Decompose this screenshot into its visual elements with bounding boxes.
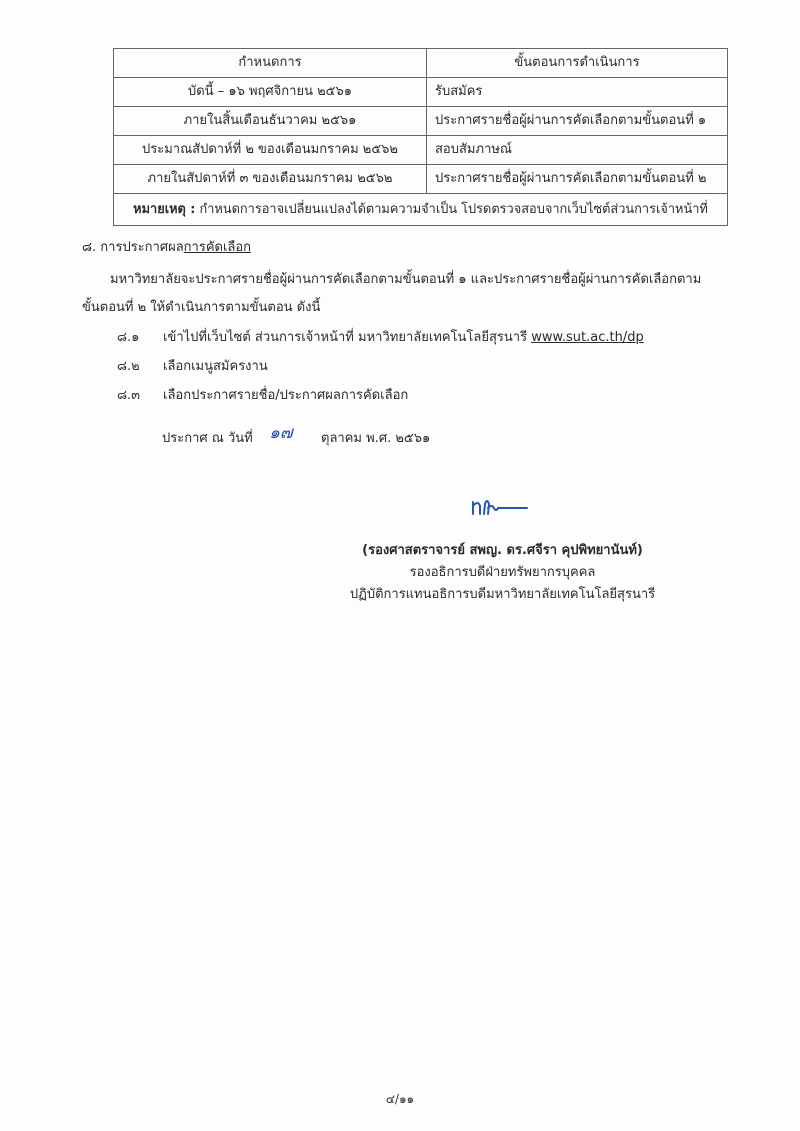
signer-title-acting: ปฏิบัติการแทนอธิการบดีมหาวิทยาลัยเทคโนโลยีสุรนารี	[349, 587, 656, 602]
website-link[interactable]: www.sut.ac.th/dp	[531, 330, 644, 345]
step-item	[117, 385, 408, 407]
row-step: ประกาศรายชื่อผู้ผ่านการคัดเลือกตามขั้นตอนที่ ๑	[427, 107, 728, 136]
signer-name: (รองศาสตราจารย์ สพญ. ดร.ศจีรา คุปพิทยานันท์)	[362, 543, 643, 558]
step-text: เข้าไปที่เว็บไซต์ ส่วนการเจ้าหน้าที่ มหาวิทยาลัยเทคโนโลยีสุรนารี	[163, 330, 532, 345]
announcement-month-year: ตุลาคม พ.ศ. ๒๕๖๑	[321, 431, 431, 446]
table-note-row	[114, 194, 728, 226]
step-item	[117, 327, 644, 349]
row-step: ประกาศรายชื่อผู้ผ่านการคัดเลือกตามขั้นตอนที่ ๒	[427, 165, 728, 194]
table-row	[114, 136, 728, 165]
step-item	[117, 356, 268, 378]
paragraph-line-2: ขั้นตอนที่ ๒ ให้ดำเนินการตามขั้นตอน ดังนี้	[82, 300, 321, 315]
schedule-table	[113, 48, 728, 226]
row-date: บัดนี้ – ๑๖ พฤศจิกายน ๒๕๖๑	[114, 78, 427, 107]
handwritten-day: ๑๗	[269, 423, 293, 443]
row-date: ประมาณสัปดาห์ที่ ๒ ของเดือนมกราคม ๒๕๖๒	[114, 136, 427, 165]
step-text: เลือกประกาศรายชื่อ/ประกาศผลการคัดเลือก	[163, 388, 409, 403]
header-step: ขั้นตอนการดำเนินการ	[427, 49, 728, 78]
signer-title: รองอธิการบดีฝ่ายทรัพยากรบุคคล	[409, 565, 596, 580]
table-note	[114, 194, 728, 226]
section-heading	[82, 236, 251, 257]
step-number: ๘.๑	[117, 330, 140, 345]
page-number: ๔/๑๑	[385, 1092, 415, 1106]
step-text: เลือกเมนูสมัครงาน	[163, 359, 268, 374]
table-row	[114, 78, 728, 107]
table-row	[114, 107, 728, 136]
paragraph-line-1: มหาวิทยาลัยจะประกาศรายชื่อผู้ผ่านการคัดเลือกตามขั้นตอนที่ ๑ และประกาศรายชื่อผู้ผ่านการคัดเลือกตาม	[110, 272, 702, 287]
table-header-row	[114, 49, 728, 78]
row-date: ภายในสัปดาห์ที่ ๓ ของเดือนมกราคม ๒๕๖๒	[114, 165, 427, 194]
note-label: หมายเหตุ :	[133, 202, 196, 217]
announcement-prefix: ประกาศ ณ วันที่	[162, 431, 253, 446]
table-row	[114, 165, 728, 194]
row-step: สอบสัมภาษณ์	[427, 136, 728, 165]
note-text: กำหนดการอาจเปลี่ยนแปลงได้ตามความจำเป็น โปรดตรวจสอบจากเว็บไซต์ส่วนการเจ้าหน้าที่	[195, 202, 708, 217]
step-number: ๘.๓	[117, 388, 141, 403]
section-heading-prefix: ๘. การประกาศผล	[82, 240, 184, 255]
section-heading-underlined: การคัดเลือก	[183, 240, 252, 255]
section-paragraph	[82, 266, 732, 322]
signature-icon	[470, 492, 530, 518]
step-number: ๘.๒	[117, 359, 140, 374]
row-date: ภายในสิ้นเดือนธันวาคม ๒๕๖๑	[114, 107, 427, 136]
header-date: กำหนดการ	[114, 49, 427, 78]
row-step: รับสมัคร	[427, 78, 728, 107]
announcement-date	[162, 423, 431, 448]
